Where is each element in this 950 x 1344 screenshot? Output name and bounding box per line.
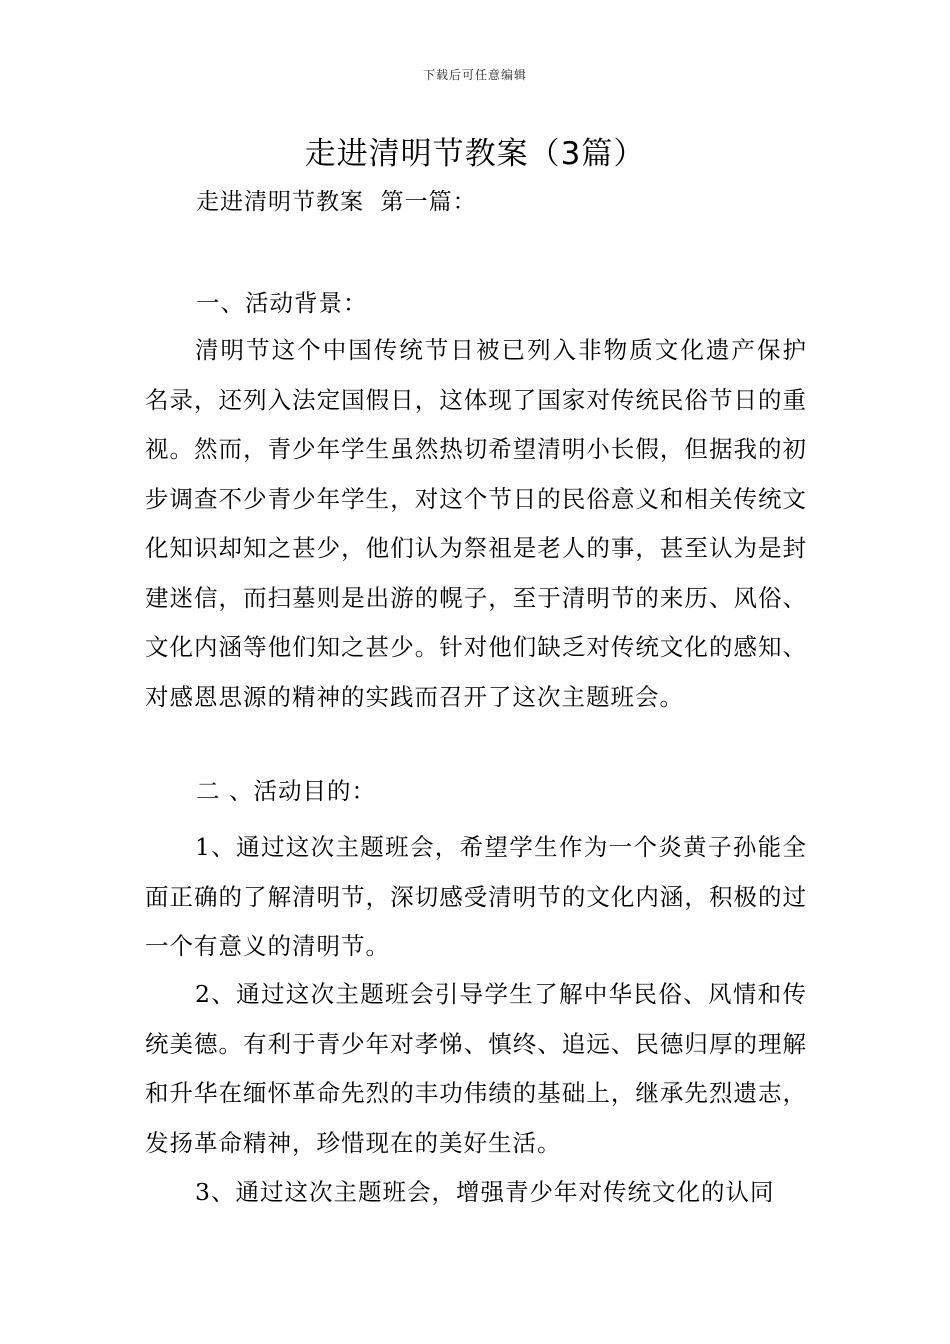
paragraph-purpose-2: 2、通过这次主题班会引导学生了解中华民俗、风情和传统美德。有利于青少年对孝悌、慎终、追远、民德归厚的理解和升华在缅怀革命先烈的丰功伟绩的基础上，继承先烈遗志，发扬革命精神，珍惜现在的美好生活。 [145, 980, 807, 1157]
document-title: 走进清明节教案（3篇） [304, 136, 646, 172]
paragraph-purpose-3: 3、通过这次主题班会，增强青少年对传统文化的认同 [195, 1178, 775, 1206]
section-heading-background: 一、活动背景： [196, 289, 368, 317]
paragraph-purpose-1: 1、通过这次主题班会，希望学生作为一个炎黄子孙能全面正确的了解清明节，深切感受清明节的文化内涵，积极的过一个有意义的清明节。 [145, 833, 807, 960]
paragraph-background: 清明节这个中国传统节日被已列入非物质文化遗产保护名录，还列入法定国假日，这体现了国家对传统民俗节日的重视。然而，青少年学生虽然热切希望清明小长假，但据我的初步调查不少青少年学生，对这个节日的民俗意义和相关传统文化知识却知之甚少，他们认为祭祖是老人的事，甚至认为是封建迷信，而扫墓则是出游的幌子，至于清明节的来历、风俗、文化内涵等他们知之甚少。针对他们缺乏对传统文化的感知、对感恩思源的精神的实践而召开了这次主题班会。 [145, 336, 807, 711]
document-subtitle: 走进清明节教案 第一篇： [196, 189, 477, 215]
section-heading-purpose: 二 、活动目的： [196, 777, 376, 805]
header-note: 下载后可任意编辑 [422, 68, 527, 82]
